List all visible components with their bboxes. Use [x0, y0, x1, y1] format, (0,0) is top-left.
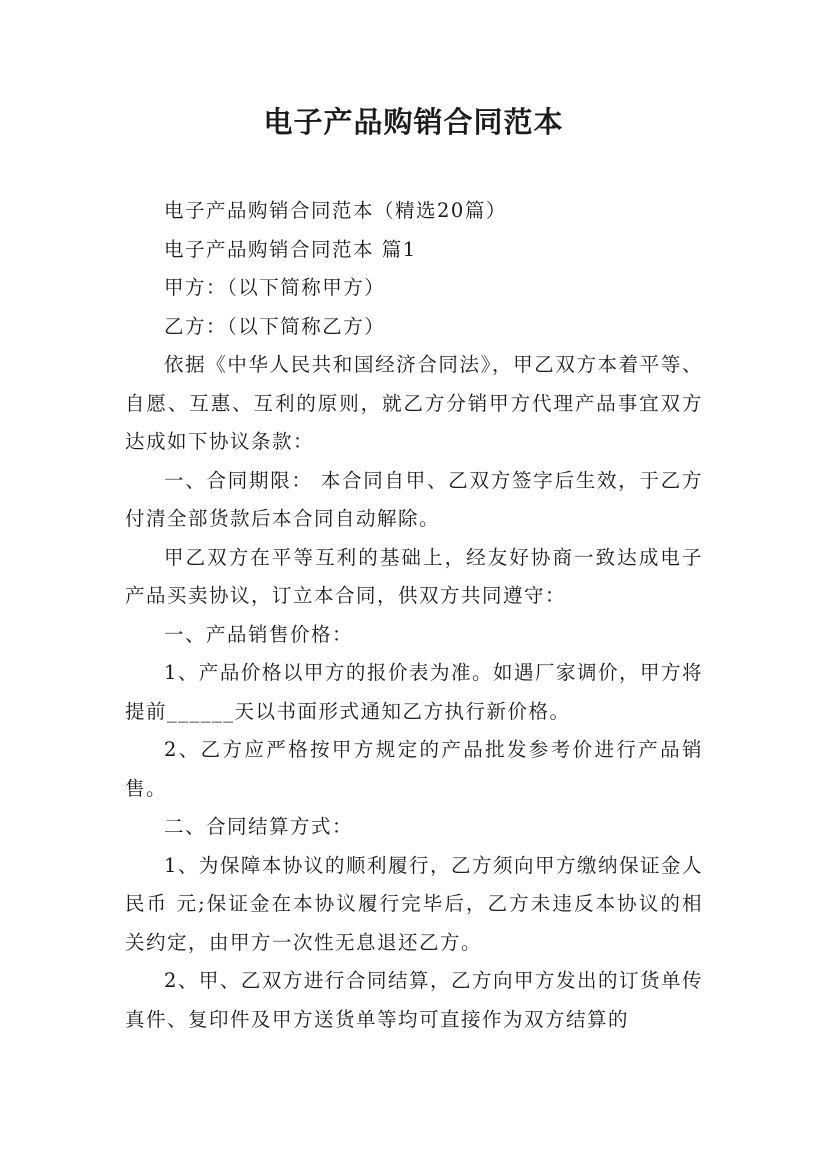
price-heading: 一、产品销售价格：: [164, 622, 354, 646]
section-heading: 电子产品购销合同范本 篇1: [164, 237, 417, 261]
price-clause-2: 2、乙方应严格按甲方规定的产品批发参考价进行产品销售。: [125, 738, 703, 800]
settlement-heading: 二、合同结算方式：: [164, 815, 354, 838]
party-a-line: 甲方：（以下简称甲方）: [164, 276, 386, 299]
document-body: [125, 192, 703, 1039]
preamble-paragraph: 依据《中华人民共和国经济合同法》，甲乙双方本着平等、自愿、互惠、互利的原则，就乙方分销甲方代理产品事宜双方达成如下协议条款：: [125, 353, 703, 453]
settlement-clause-2: 2、甲、乙双方进行合同结算，乙方向甲方发出的订货单传真件、复印件及甲方送货单等均可直接作为双方结算的: [125, 969, 703, 1031]
party-b-line: 乙方：（以下简称乙方）: [164, 314, 386, 338]
contract-term-paragraph: 一、合同期限： 本合同自甲、乙双方签字后生效，于乙方付清全部货款后本合同自动解除。: [125, 468, 703, 530]
price-clause-1: 1、产品价格以甲方的报价表为准。如遇厂家调价，甲方将提前______天以书面形式通知乙方执行新价格。: [125, 661, 703, 723]
settlement-clause-1: 1、为保障本协议的顺利履行，乙方须向甲方缴纳保证金人民币 元;保证金在本协议履行完毕后，乙方未违反本协议的相关约定，由甲方一次性无息退还乙方。: [125, 853, 703, 954]
agreement-paragraph: 甲乙双方在平等互利的基础上，经友好协商一致达成电子产品买卖协议，订立本合同，供双方共同遵守：: [125, 545, 703, 607]
document-title: 电子产品购销合同范本: [263, 105, 564, 139]
subtitle-paragraph: 电子产品购销合同范本（精选20篇）: [164, 199, 507, 222]
